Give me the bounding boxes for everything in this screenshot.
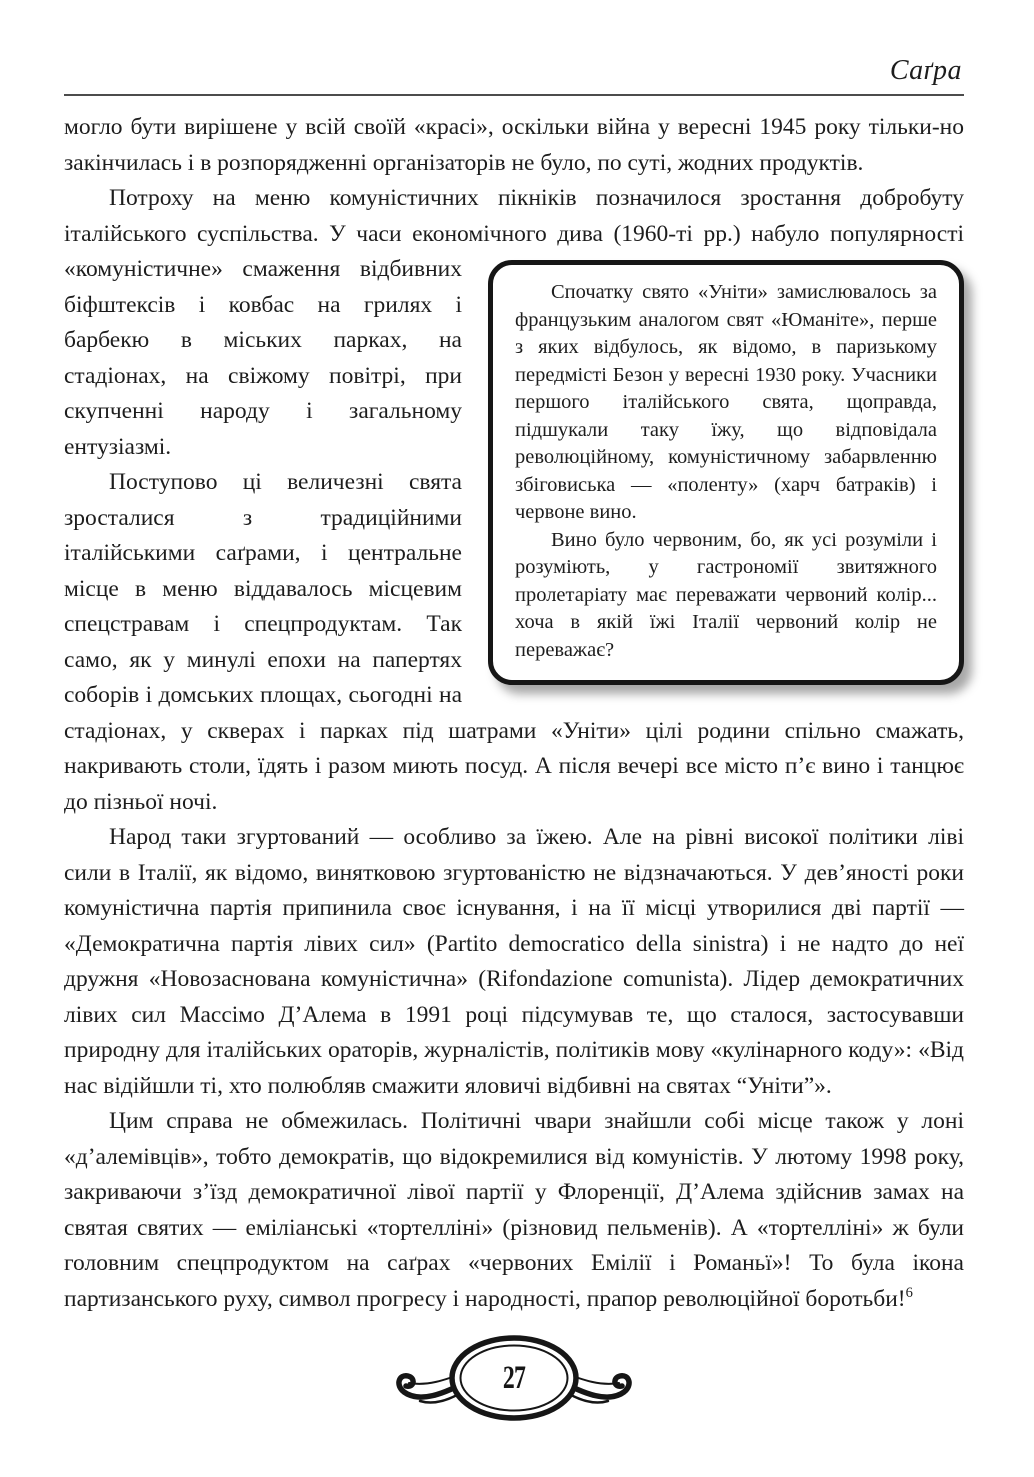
paragraph-text: Потроху на меню комуністичних пікніків позначилося зростання добробуту італійського суспільства. У часи економічного дива (1960-ті рр.) [64, 185, 964, 247]
paragraph-text: Народ таки згуртований — особливо за їжею. Але на рівні високої політики ліві сили в Італії, як відомо, винятковою згуртованістю не відзначаються. У дев’яності роки комуністична партія припинила своє існування, і на її місці утворилися дві партії — «Демократична партія лівих сил» (Partito democratico della sinistra) і не надто до неї дружня «Новозаснована комуністична» (Rifondazione comunista). Лідер демократичних лівих сил Массімо Д’Алема в 1991 році підсумував те, що сталося, застосувавши природну для італійських ораторів, журналістів, політиків мову «кулінарного коду»: «Від нас відійшли ті, хто полюбляв смажити яловичі відбивні на святах “Уніти”». [64, 824, 964, 1099]
header-rule [64, 94, 964, 96]
paragraph [64, 1104, 964, 1317]
running-head-title: Саґра [889, 55, 962, 86]
paragraph [64, 820, 964, 1104]
paragraph-text: Цим справа не обмежилась. Політичні чвари знайшли собі місце також у лоні «д’алемівців», тобто демократів, що відокремилися від комуністів. У лютому 1998 року, закриваючи з’їзд демократичної лівої партії у Флоренції, Д’Алема здійснив замах на святая святих — еміліанські «тортелліні» (різновид пельменів). А «тортелліні» ж були головним спецпродуктом на саґрах «червоних Емілії і Романьї»! То була ікона партизанського руху, символ прогресу і народності, прапор революційної боротьби! [64, 1108, 964, 1312]
callout-paragraph: Спочатку свято «Уніти» замислювалось за французьким аналогом свят «Юманіте», перше з яких відбулось, як відомо, в паризькому передмісті Безон у вересні 1930 року. Учасники першого італійського свята, щоправда, підшукали таку їжу, що відповідала революційному, комуністичному забарвленню збіговиська — «поленту» (харч батраків) і червоне вино. [515, 281, 937, 523]
sidebar-callout-box [488, 260, 964, 685]
paragraph-text: Поступово ці величезні свята зросталися з традиційними італійськими саґрами, і центральне місце в меню віддавалось місцевим спецстравам і спецпродуктам. Так само, як у минулі епохи на папертях соборів і домських площах, сьогодні на стадіонах, у скверах і парках під шатрами «Уніти» цілі родини спільно смажать, накривають столи, їдять і разом миють посуд. А після вечері все місто п’є вино і танцює до пізньої ночі. [64, 469, 964, 815]
paragraph-text: могло бути вирішене у всій своїй «красі», оскільки війна у вересні 1945 року тільки-но закінчилась і в розпорядженні організаторів не було, по суті, жодних продуктів. [64, 114, 964, 176]
page-footer [64, 1335, 964, 1428]
callout-paragraph: Вино було червоним, бо, як усі розуміли і розуміють, у гастрономії звитяжного пролетаріату має переважати червоний колір... хоча в якій їжі Італії червоний колір не переважає? [515, 528, 937, 661]
footnote-reference: 6 [905, 1284, 913, 1301]
page-number: 27 [502, 1360, 526, 1396]
paragraph-continued [64, 110, 964, 181]
page-number-ornament [389, 1335, 639, 1423]
body-text [64, 110, 964, 1317]
paragraph-text: набуло популярності «комуністичне» смаження відбивних біфштексів і ковбас на грилях і барбекю в міських парках, на стадіонах, на свіжому повітрі, при скупченні народу і загальному ентузіазмі. [64, 220, 964, 460]
